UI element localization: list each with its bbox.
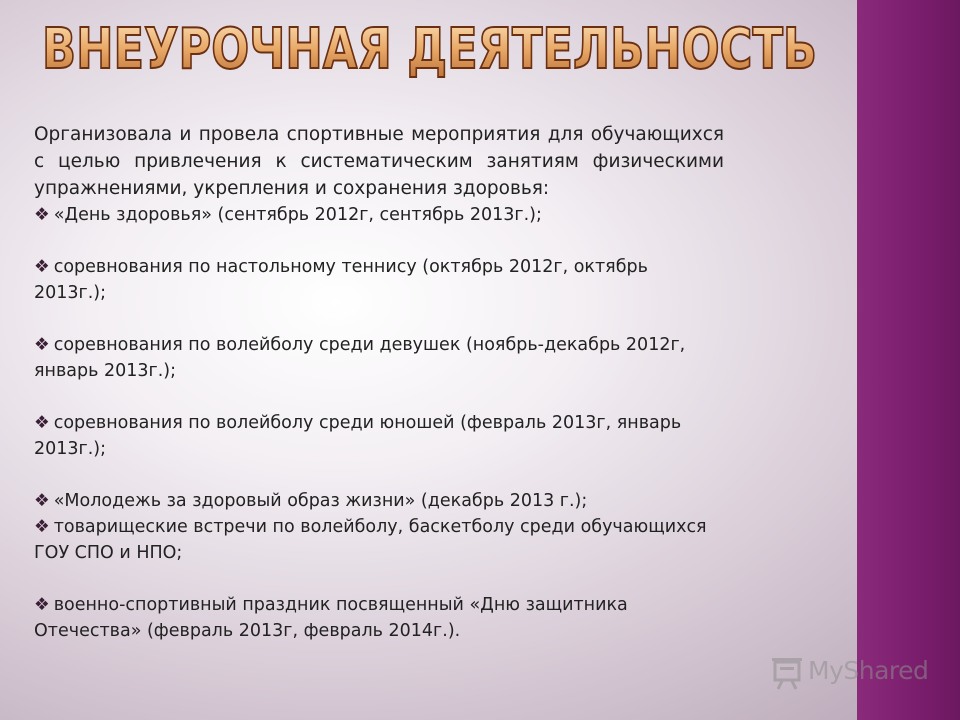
- diamond-bullet-icon: ❖: [34, 595, 50, 615]
- list-item: [34, 592, 724, 644]
- list-item-text: «День здоровья» (сентябрь 2012г, сентябрь 2013г.);: [53, 205, 542, 225]
- list-item-text: соревнования по настольному теннису (октябрь 2012г, октябрь 2013г.);: [34, 257, 648, 303]
- list-item-text: соревнования по волейболу среди юношей (февраль 2013г, январь 2013г.);: [34, 413, 682, 459]
- diamond-bullet-icon: ❖: [34, 257, 50, 277]
- diamond-bullet-icon: ❖: [34, 205, 50, 225]
- intro-paragraph: Организовала и провела спортивные мероприятия для обучающихся с целью привлечения к систематическим занятиям физическими упражнениями, укрепления и сохранения здоровья:: [34, 124, 724, 199]
- projector-screen-icon: [770, 654, 804, 690]
- slide-title: [42, 8, 822, 88]
- event-list: [34, 202, 724, 644]
- side-decorative-band: [857, 0, 960, 720]
- list-item: [34, 488, 724, 514]
- list-item: [34, 514, 724, 566]
- list-item: [34, 332, 724, 384]
- watermark-text: MyShared: [808, 656, 929, 685]
- list-item: [34, 410, 724, 462]
- diamond-bullet-icon: ❖: [34, 335, 50, 355]
- diamond-bullet-icon: ❖: [34, 517, 50, 537]
- diamond-bullet-icon: ❖: [34, 491, 50, 511]
- list-item-text: соревнования по волейболу среди девушек (ноябрь-декабрь 2012г, январь 2013г.);: [34, 335, 686, 381]
- slide-title-text: Внеурочная деятельность: [42, 17, 817, 82]
- list-item: [34, 202, 724, 228]
- slide-body: [34, 121, 724, 644]
- list-item-text: «Молодежь за здоровый образ жизни» (декабрь 2013 г.);: [53, 491, 588, 511]
- list-item-text: товарищеские встречи по волейболу, баскетболу среди обучающихся ГОУ СПО и НПО;: [34, 517, 707, 563]
- diamond-bullet-icon: ❖: [34, 413, 50, 433]
- list-item-text: военно-спортивный праздник посвященный «Дню защитника Отечества» (февраль 2013г, февраль 2014г.).: [34, 595, 628, 641]
- watermark: [770, 654, 930, 694]
- list-item: [34, 254, 724, 306]
